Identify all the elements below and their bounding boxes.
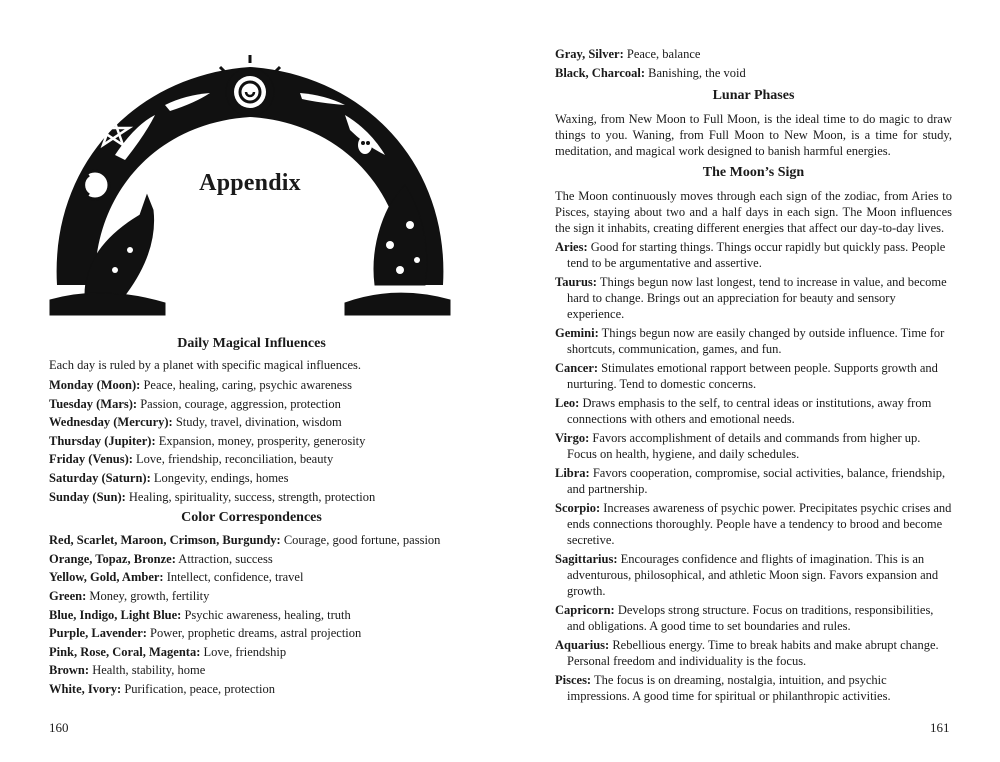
sign-entry: Taurus: Things begun now last longest, tend to increase in value, and become hard to change. Brings out an appreciation for beauty and sensory experience. xyxy=(555,275,947,322)
day-entry: Tuesday (Mars): Passion, courage, aggression, protection xyxy=(49,396,341,411)
color-entry: Purple, Lavender: Power, prophetic dreams, astral projection xyxy=(49,626,362,641)
sign-entry: Pisces: The focus is on dreaming, nostalgia, intuition, and psychic impressions. A good time for spiritual or philanthropic activities. xyxy=(555,673,891,704)
color-entry: Pink, Rose, Coral, Magenta: Love, friendship xyxy=(49,644,287,659)
day-entry: Saturday (Saturn): Longevity, endings, homes xyxy=(49,470,289,485)
daily-influences-intro: Each day is ruled by a planet with specific magical influences. xyxy=(49,358,362,372)
sign-entry: Virgo: Favors accomplishment of details and commands from higher up. Focus on health, hygiene, and daily schedules. xyxy=(555,431,921,462)
color-entry: Orange, Topaz, Bronze: Attraction, success xyxy=(49,551,273,566)
left-body xyxy=(49,334,454,699)
sign-entry: Cancer: Stimulates emotional rapport between people. Supports growth and nurturing. Tend to domestic concerns. xyxy=(555,361,938,392)
sign-entry: Sagittarius: Encourages confidence and flights of imagination. This is an adventurous, philosophical, and athletic Moon sign. Favors expansion and growth. xyxy=(555,552,939,599)
color-entry: Gray, Silver: Peace, balance xyxy=(555,47,701,61)
color-entry: Brown: Health, stability, home xyxy=(49,663,206,678)
color-entry: Green: Money, growth, fertility xyxy=(49,588,210,603)
day-entry: Sunday (Sun): Healing, spirituality, success, strength, protection xyxy=(49,489,376,504)
daily-influences-heading: Daily Magical Influences xyxy=(177,336,326,351)
sign-entry: Capricorn: Develops strong structure. Focus on traditions, responsibilities, and obligations. A good time to set boundaries and rules. xyxy=(555,603,934,634)
day-entry: Wednesday (Mercury): Study, travel, divination, wisdom xyxy=(49,415,342,430)
lunar-phases-text: Waxing, from New Moon to Full Moon, is the ideal time to do magic to draw things to you. Waning, from Full Moon to New Moon, is a time for study, meditation, and magical work designed to banish harmful energies. xyxy=(555,112,952,159)
right-body xyxy=(555,45,952,707)
sign-entry: Scorpio: Increases awareness of psychic power. Precipitates psychic crises and ends connections thoroughly. People have a tendency to brood and become secretive. xyxy=(555,501,952,548)
lunar-phases-heading: Lunar Phases xyxy=(712,88,795,104)
color-correspondences-heading: Color Correspondences xyxy=(181,510,322,526)
page-number: 160 xyxy=(49,720,69,735)
sign-entry: Gemini: Things begun now are easily changed by outside influence. Time for shortcuts, communication, games, and fun. xyxy=(555,326,945,357)
moon-sign-heading: The Moon’s Sign xyxy=(702,165,805,181)
day-entry: Thursday (Jupiter): Expansion, money, prosperity, generosity xyxy=(49,433,366,448)
color-entry: Red, Scarlet, Maroon, Crimson, Burgundy: Courage, good fortune, passion xyxy=(49,533,441,548)
color-entry: Blue, Indigo, Light Blue: Psychic awareness, healing, truth xyxy=(49,607,351,622)
sign-entry: Aquarius: Rebellious energy. Time to break habits and make abrupt change. Personal freedom and individuality is the focus. xyxy=(555,638,939,669)
day-entry: Friday (Venus): Love, friendship, reconciliation, beauty xyxy=(49,452,334,467)
moon-sign-intro: The Moon continuously moves through each sign of the zodiac, from Aries to Pisces, staying about two and a half days in each sign. The Moon influences the sign it inhabits, creating different energies that affect our day-to-day lives. xyxy=(555,189,952,236)
color-entry: Black, Charcoal: Banishing, the void xyxy=(555,65,746,80)
color-entry: White, Ivory: Purification, peace, protection xyxy=(49,681,275,696)
day-entry: Monday (Moon): Peace, healing, caring, psychic awareness xyxy=(49,378,353,392)
appendix-title: Appendix xyxy=(199,170,301,196)
sign-entry: Leo: Draws emphasis to the self, to central ideas or institutions, away from connections with others and emotional needs. xyxy=(555,396,932,427)
sign-entry: Aries: Good for starting things. Things occur rapidly but quickly pass. People tend to be argumentative and assertive. xyxy=(555,240,946,271)
page-number: 161 xyxy=(930,720,950,735)
color-entry: Yellow, Gold, Amber: Intellect, confidence, travel xyxy=(49,570,304,585)
sign-entry: Libra: Favors cooperation, compromise, social activities, balance, friendship, and partnership. xyxy=(555,466,946,497)
